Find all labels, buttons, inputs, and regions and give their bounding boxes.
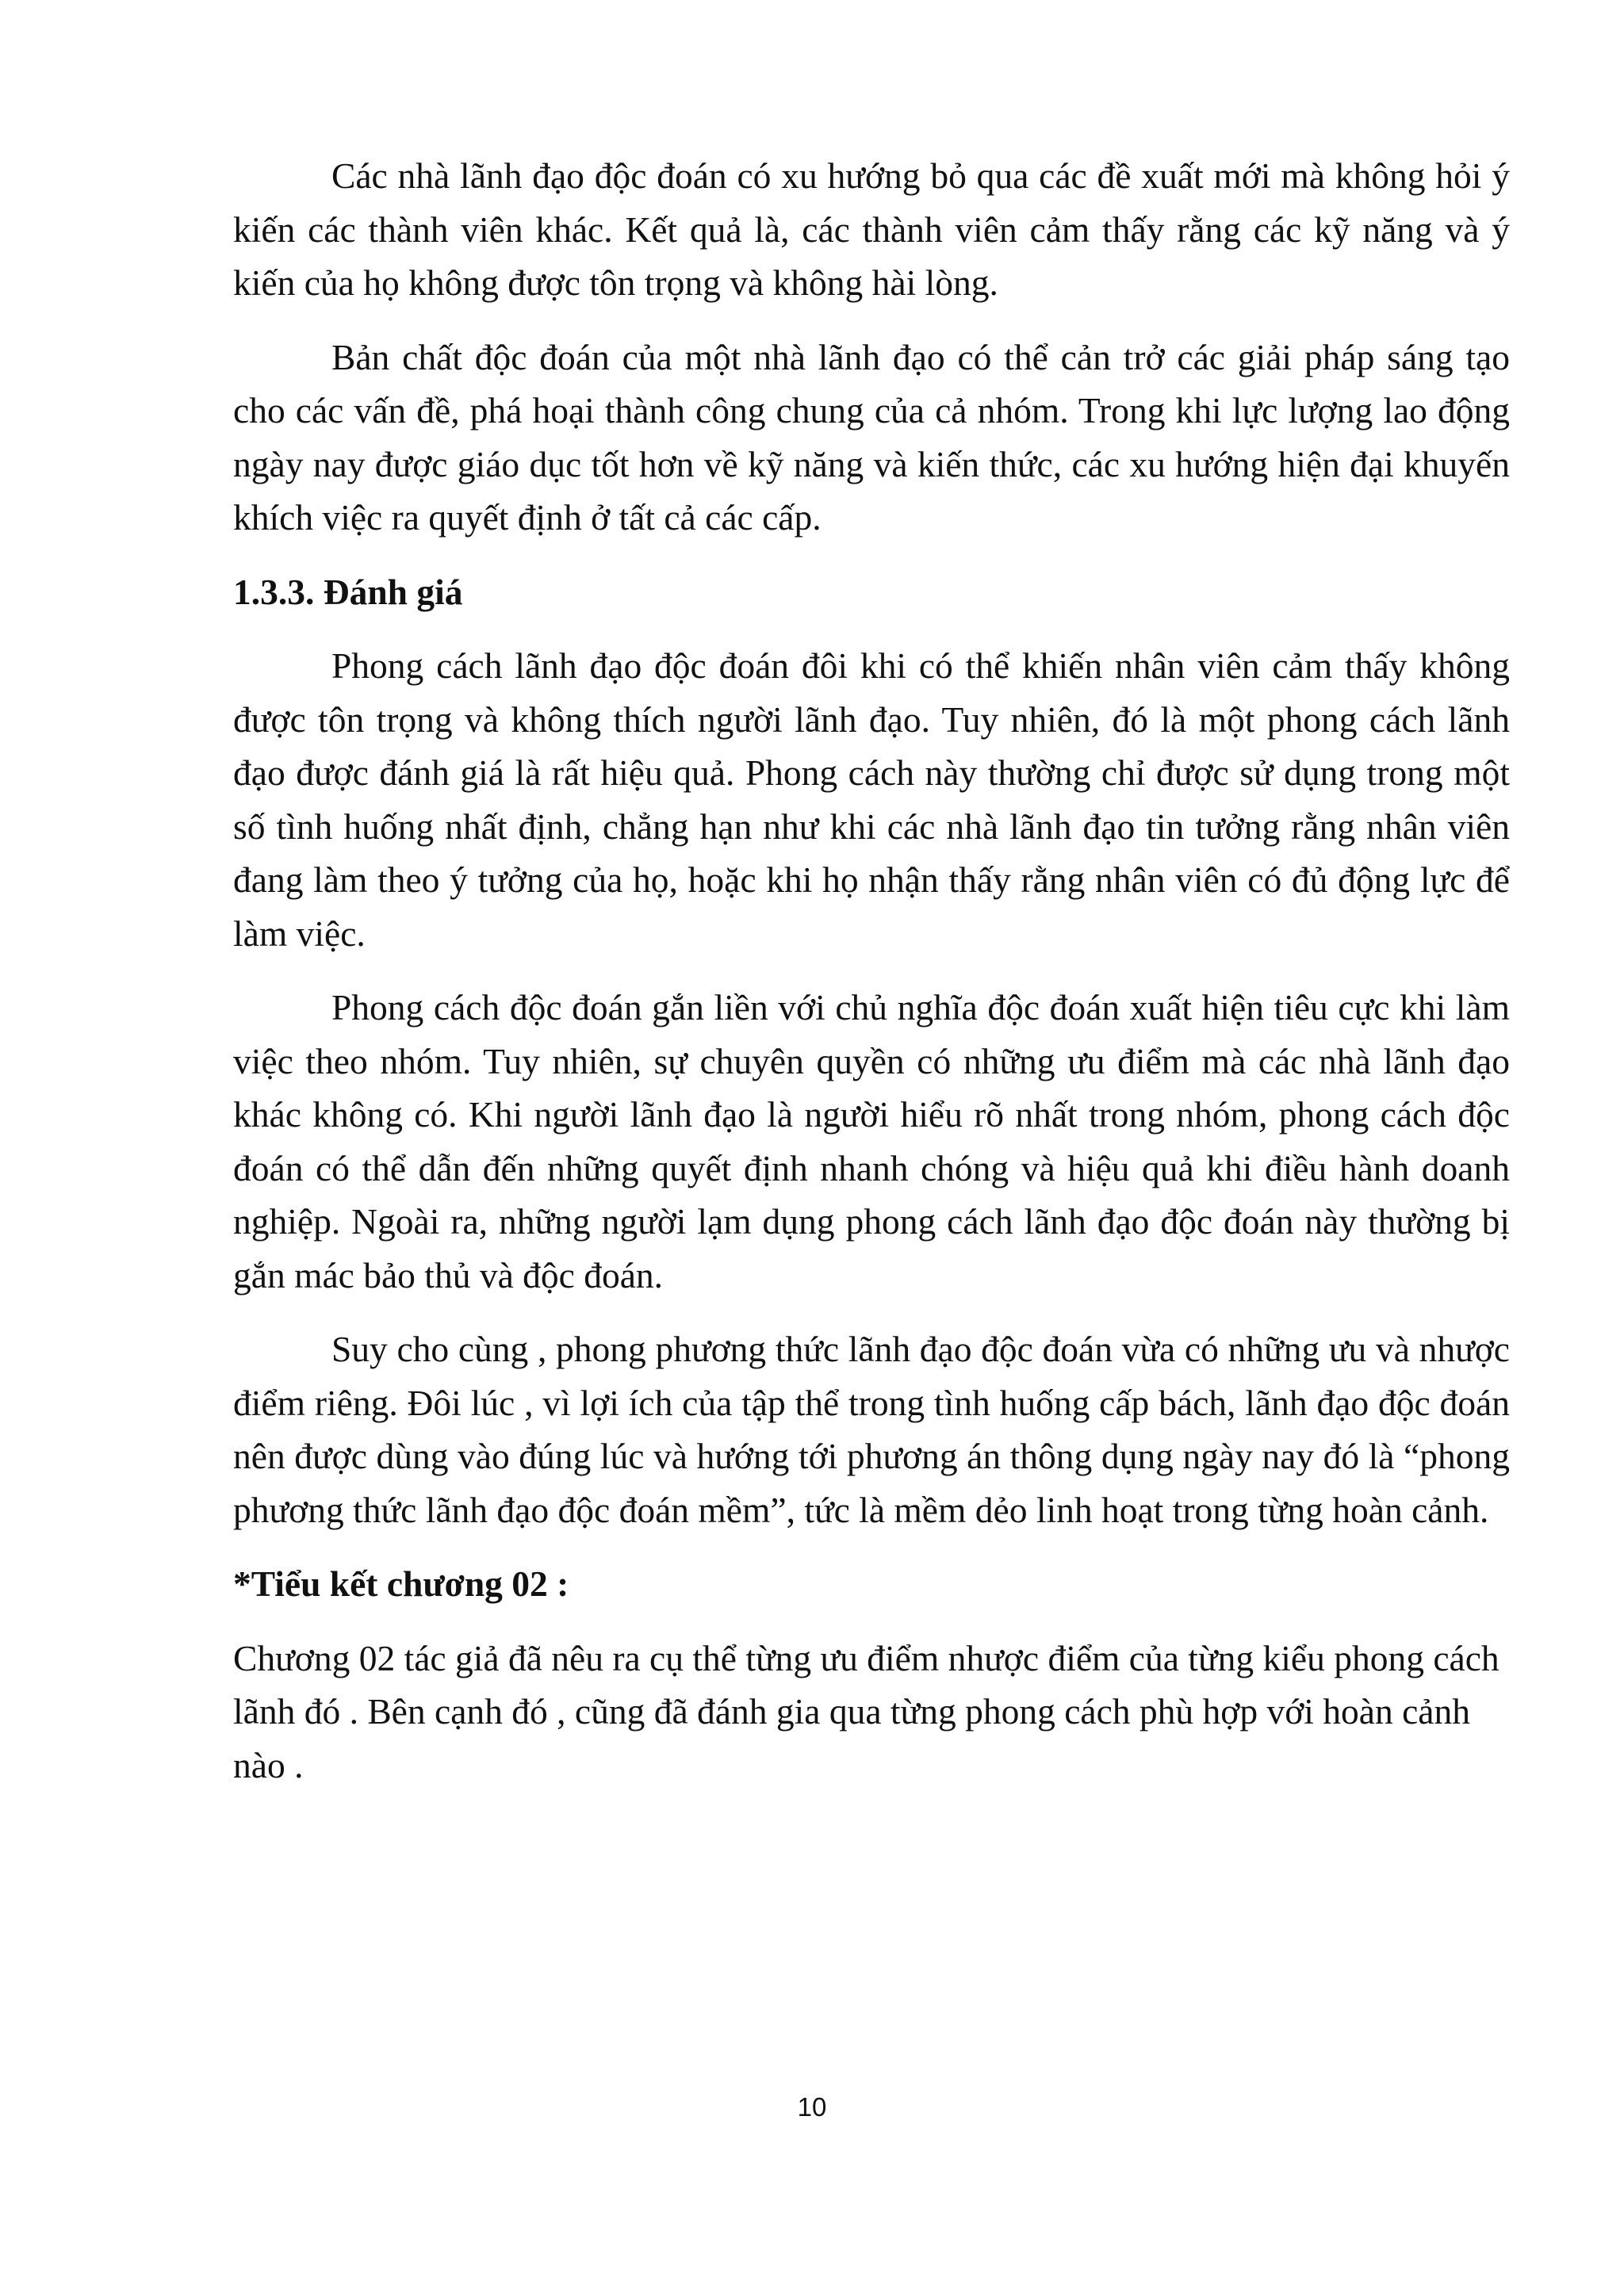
section-heading: 1.3.3. Đánh giá — [233, 571, 463, 612]
page-number: 10 — [797, 2092, 827, 2122]
paragraph-evaluation-1: Phong cách lãnh đạo độc đoán đôi khi có thể khiến nhân viên cảm thấy không được tôn trọng và không thích người lãnh đạo. Tuy nhiên, đó là một phong cách lãnh đạo được đánh giá là rất hiệu quả. Phong cách này thường chỉ được sử dụng trong một số tình huống nhất định, chẳng hạn như khi các nhà lãnh đạo tin tưởng rằng nhân viên đang làm theo ý tưởng của họ, hoặc khi họ nhận thấy rằng nhân viên có đủ động lực để làm việc. — [233, 645, 1510, 954]
paragraph-evaluation-3: Suy cho cùng , phong phương thức lãnh đạo độc đoán vừa có những ưu và nhược điểm riêng. Đôi lúc , vì lợi ích của tập thể trong tình huống cấp bách, lãnh đạo độc đoán nên được dùng vào đúng lúc và hướng tới phương án thông dụng ngày nay đó là “phong phương thức lãnh đạo độc đoán mềm”, tức là mềm dẻo linh hoạt trong từng hoàn cảnh. — [233, 1329, 1510, 1530]
paragraph-autocratic-ignoring-suggestions: Các nhà lãnh đạo độc đoán có xu hướng bỏ qua các đề xuất mới mà không hỏi ý kiến các thành viên khác. Kết quả là, các thành viên cảm thấy rằng các kỹ năng và ý kiến của họ không được tôn trọng và không hài lòng. — [233, 155, 1510, 303]
paragraph-autocratic-nature: Bản chất độc đoán của một nhà lãnh đạo có thể cản trở các giải pháp sáng tạo cho các vấn đề, phá hoại thành công chung của cả nhóm. Trong khi lực lượng lao động ngày nay được giáo dục tốt hơn về kỹ năng và kiến thức, các xu hướng hiện đại khuyến khích việc ra quyết định ở tất cả các cấp. — [233, 336, 1510, 538]
summary-heading: *Tiểu kết chương 02 : — [233, 1563, 569, 1604]
summary-paragraph: Chương 02 tác giả đã nêu ra cụ thể từng ưu điểm nhược điểm của từng kiểu phong cách lãnh đó . Bên cạnh đó , cũng đã đánh gia qua từng phong cách phù hợp với hoàn cảnh nào . — [233, 1637, 1500, 1785]
page-content — [233, 149, 1510, 1792]
paragraph-evaluation-2: Phong cách độc đoán gắn liền với chủ nghĩa độc đoán xuất hiện tiêu cực khi làm việc theo nhóm. Tuy nhiên, sự chuyên quyền có những ưu điểm mà các nhà lãnh đạo khác không có. Khi người lãnh đạo là người hiểu rõ nhất trong nhóm, phong cách độc đoán có thể dẫn đến những quyết định nhanh chóng và hiệu quả khi điều hành doanh nghiệp. Ngoài ra, những người lạm dụng phong cách lãnh đạo độc đoán này thường bị gắn mác bảo thủ và độc đoán. — [233, 987, 1510, 1295]
